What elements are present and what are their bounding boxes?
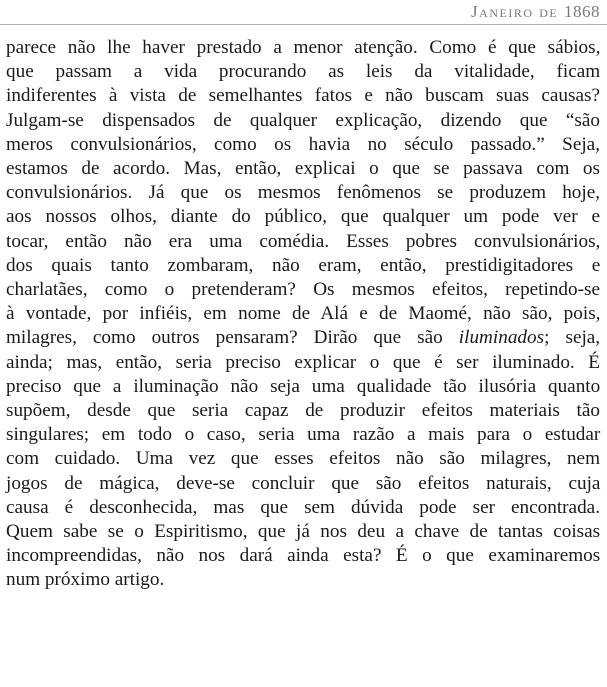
text-line-4: Julgam-se dispensados de qualquer explicação, dizendo que “são: [6, 109, 600, 131]
text-line-13: [6, 326, 600, 350]
text-line-5: meros convulsionários, como os havia no século passado.” Seja,: [6, 133, 600, 155]
text-line-8: aos nossos olhos, diante do público, que qualquer um pode ver e: [6, 206, 600, 228]
text-line-12: à vontade, por infiéis, em nome de Alá e de Maomé, não são, pois,: [6, 303, 601, 325]
running-header: [471, 2, 600, 22]
text-line-22: incompreendidas, não nos dará ainda esta? É o que examinaremos: [6, 545, 601, 567]
text-line-9: tocar, então não era uma comédia. Esses pobres convulsionários,: [6, 230, 601, 252]
text-line-10: dos quais tanto zombaram, não eram, então, prestidigitadores e: [6, 254, 601, 276]
text-line-21: Quem sabe se o Espiritismo, que já nos deu a chave de tantas coisas: [6, 521, 601, 543]
header-month: Janeiro de: [471, 2, 559, 21]
body-paragraph: [6, 36, 600, 593]
text-line-1: parece não lhe haver prestado a menor atenção. Como é que sábios,: [6, 37, 601, 58]
text-line-14: ainda; mas, então, seria preciso explicar o que é ser iluminado. É: [6, 351, 600, 373]
text-line-23: num próximo artigo.: [6, 569, 165, 591]
text-line-2: que passam a vida procurando as leis da vitalidade, ficam: [6, 61, 601, 83]
text-line-18: com cuidado. Uma vez que esses efeitos não são milagres, nem: [6, 448, 600, 470]
text-line-7: convulsionários. Já que os mesmos fenômenos se produzem hoje,: [6, 182, 601, 204]
text-line-20: causa é desconhecida, mas que sem dúvida pode ser encontrada.: [6, 496, 600, 518]
text-line-15: preciso que a iluminação não seja uma qualidade tão ilusória quanto: [6, 375, 601, 397]
text-line-11: charlatães, como o pretenderam? Os mesmos efeitos, repetindo-se: [6, 279, 600, 301]
text-line-6: estamos de acordo. Mas, então, explicai o que se passava com os: [6, 158, 600, 180]
text-line-16: supõem, desde que seria capaz de produzir efeitos materiais tão: [6, 400, 600, 422]
header-divider: [0, 24, 607, 25]
text-line-13-end: ; seja,: [544, 327, 601, 349]
text-line-19: jogos de mágica, deve-se concluir que são efeitos naturais, cuja: [6, 472, 601, 494]
text-line-13-start: milagres, como outros pensaram? Dirão que são: [6, 327, 459, 349]
text-line-3: indiferentes à vista de semelhantes fatos e não buscam suas causas?: [6, 85, 600, 107]
italic-term: iluminados: [458, 327, 545, 349]
text-line-17: singulares; em todo o caso, seria uma razão a mais para o estudar: [6, 424, 601, 446]
header-year: 1868: [564, 2, 600, 21]
